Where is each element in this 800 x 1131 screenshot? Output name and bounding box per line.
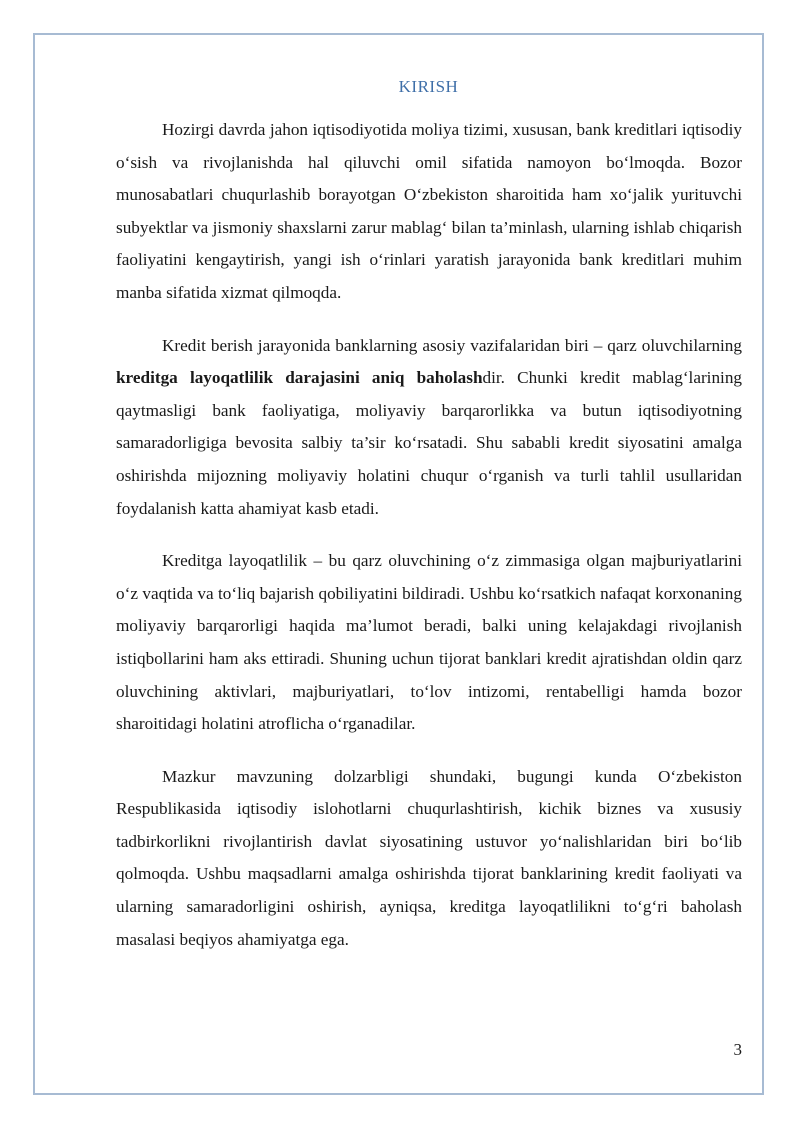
paragraph-2-bold-phrase: kreditga layoqatlilik darajasini aniq baholash (116, 368, 483, 388)
page-number: 3 (733, 1040, 742, 1059)
document-body (116, 114, 742, 976)
paragraph-2-rest: dir. Chunki kredit mablag‘larining qaytmasligi bank faoliyatiga, moliyaviy barqarorlikka va butun iqtisodiyotning samaradorligiga bevosita salbiy ta’sir ko‘rsatadi. Shu sababli kredit siyosatini amalga oshirishda mijozning moliyaviy holatini chuqur o‘rganish va turli tahlil usullaridan foydalanish katta ahamiyat kasb etadi. (116, 368, 743, 518)
paragraph-3: Kreditga layoqatlilik – bu qarz oluvchining o‘z zimmasiga olgan majburiyatlarini o‘z vaqtida va to‘liq bajarish qobiliyatini bildiradi. Ushbu ko‘rsatkich nafaqat korxonaning moliyaviy barqarorligi haqida ma’lumot beradi, balki uning kelajakdagi rivojlanish istiqbollarini ham aks ettiradi. Shuning uchun tijorat banklari kredit ajratishdan oldin qarz oluvchining aktivlari, majburiyatlari, to‘lov intizomi, rentabelligi hamda bozor sharoitidagi holatini atroflicha o‘rganadilar. (116, 551, 742, 734)
paragraph-1: Hozirgi davrda jahon iqtisodiyotida moliya tizimi, xususan, bank kreditlari iqtisodiy o‘sish va rivojlanishda hal qiluvchi omil sifatida namoyon bo‘lmoqda. Bozor munosabatlari chuqurlashib borayotgan O‘zbekiston sharoitida ham xo‘jalik yurituvchi subyektlar va jismoniy shaxslarni zarur mablag‘ bilan ta’minlash, ularning ishlab chiqarish faoliyatini kengaytirish, yangi ish o‘rinlari yaratish jarayonida bank kreditlari muhim manba sifatida xizmat qilmoqda. (116, 120, 742, 302)
paragraph-2 (116, 330, 742, 526)
section-title: KIRISH (398, 77, 459, 96)
paragraph-4: Mazkur mavzuning dolzarbligi shundaki, bugungi kunda O‘zbekiston Respublikasida iqtisodiy islohotlarni chuqurlashtirish, kichik biznes va xususiy tadbirkorlikni rivojlantirish davlat siyosatining ustuvor yo‘nalishlaridan biri bo‘lib qolmoqda. Ushbu maqsadlarni amalga oshirishda tijorat banklarining kredit faoliyati va ularning samaradorligini oshirish, ayniqsa, kreditga layoqatlilikni to‘g‘ri baholash masalasi beqiyos ahamiyatga ega. (116, 766, 742, 949)
paragraph-2-lead: Kredit berish jarayonida banklarning asosiy vazifalaridan biri – qarz oluvchilarning (162, 335, 742, 355)
